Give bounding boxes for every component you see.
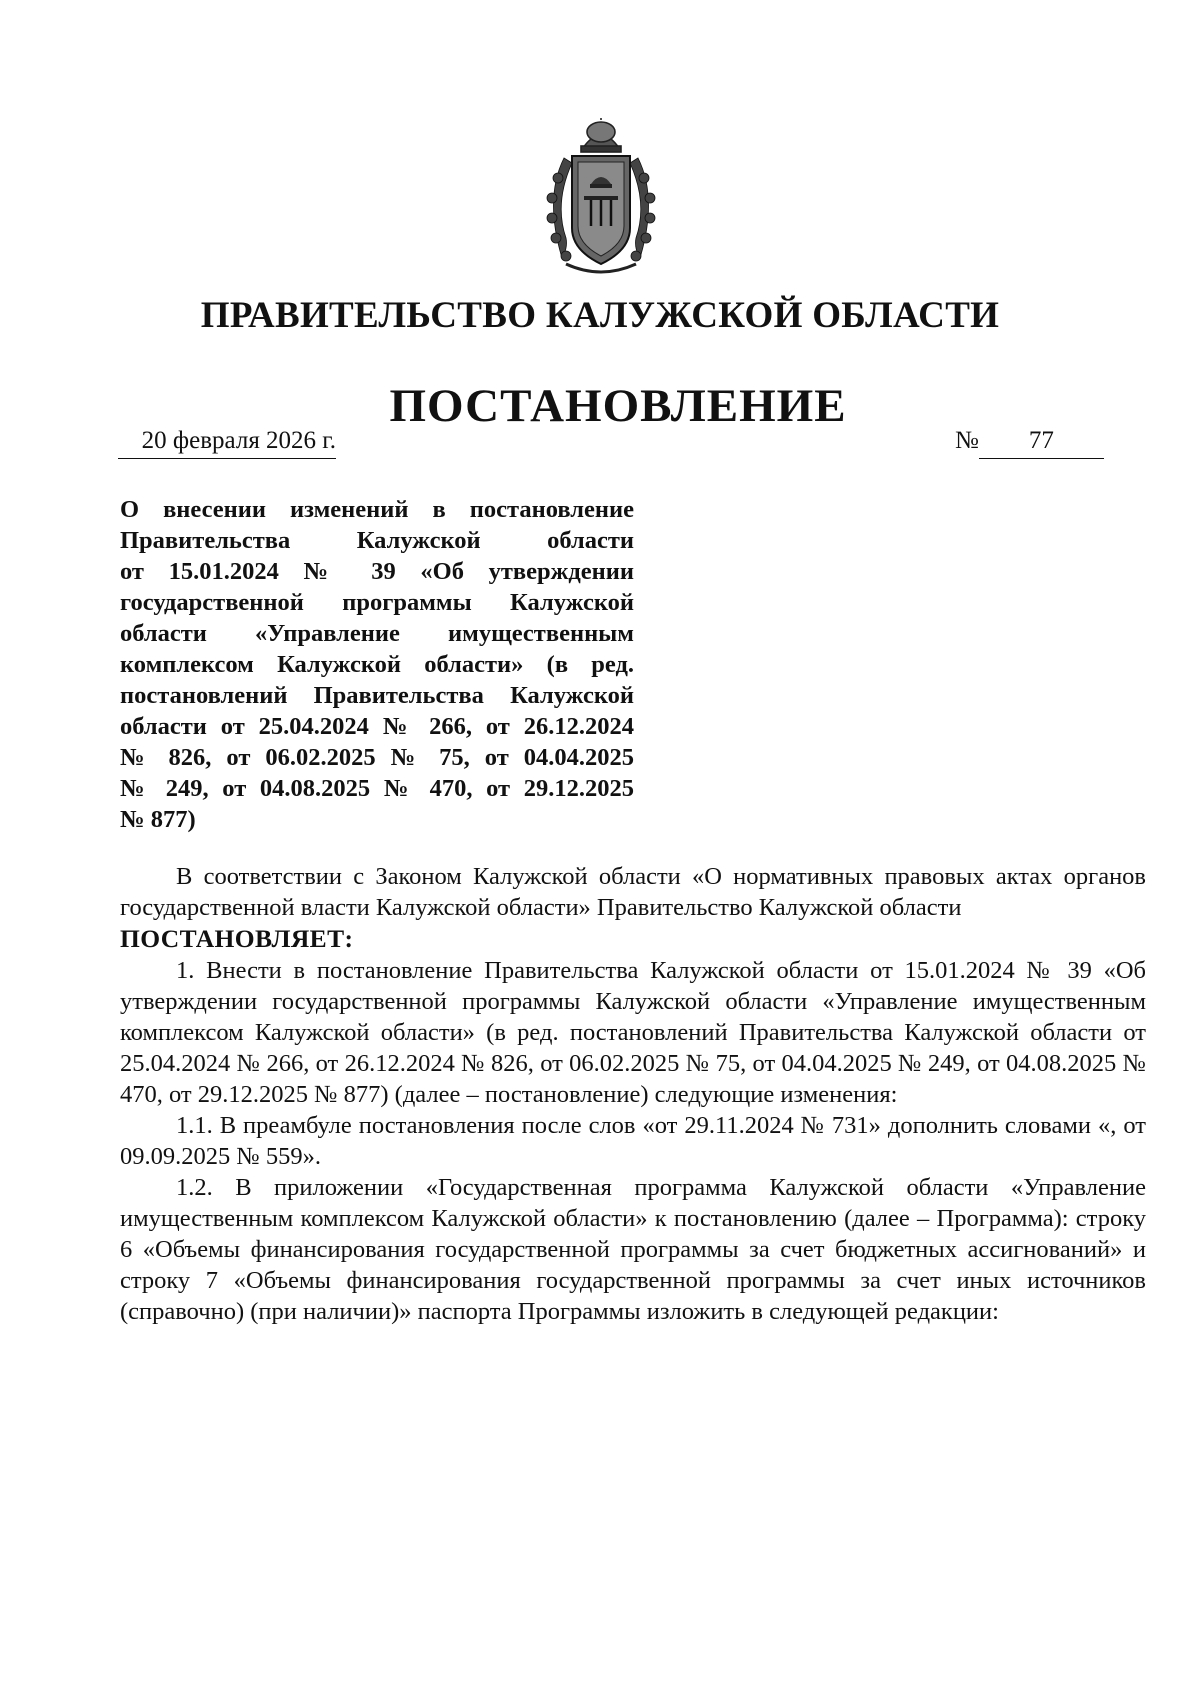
heading-line: О внесении изменений в постановление <box>120 496 634 523</box>
preamble-paragraph: В соответствии с Законом Калужской области «О нормативных правовых актах органов государственной власти Калужской области» Правительство Калужской области <box>120 863 1146 921</box>
heading-line: от 15.01.2024 № 39 «Об утверждении <box>120 558 634 585</box>
decree-word: ПОСТАНОВЛЯЕТ: <box>120 924 354 953</box>
coat-of-arms-icon <box>536 118 666 278</box>
number-value: 77 <box>979 424 1104 459</box>
number-sign: № <box>955 427 979 454</box>
decree-paragraph <box>120 923 1146 955</box>
heading-line: области «Управление имущественным <box>120 620 634 647</box>
document-number <box>955 424 1104 459</box>
item-1-2-paragraph: 1.2. В приложении «Государственная программа Калужской области «Управление имущественным комплексом Калужской области» к постановлению (далее – Программа): строку 6 «Объемы финансирования государственной программы за счет бюджетных ассигнований» и строку 7 «Объемы финансирования государственной программы за счет иных источников (справочно) (при наличии)» паспорта Программы изложить в следующей редакции: <box>120 1174 1146 1325</box>
heading-line: Правительства Калужской области <box>120 527 634 554</box>
heading-line: государственной программы Калужской <box>120 589 634 616</box>
heading-line: постановлений Правительства Калужской <box>120 682 634 709</box>
item-1-paragraph: 1. Внести в постановление Правительства Калужской области от 15.01.2024 № 39 «Об утверждении государственной программы Калужской области «Управление имущественным комплексом Калужской области» (в ред. постановлений Правительства Калужской области от 25.04.2024 № 266, от 26.12.2024 № 826, от 06.02.2025 № 75, от 04.04.2025 № 249, от 04.08.2025 № 470, от 29.12.2025 № 877) (далее – постановление) следующие изменения: <box>120 957 1146 1108</box>
heading-line: № 826, от 06.02.2025 № 75, от 04.04.2025 <box>120 744 634 771</box>
document-type: ПОСТАНОВЛЕНИЕ <box>389 380 847 432</box>
document-body <box>120 861 1146 1327</box>
item-1-1-paragraph: 1.1. В преамбуле постановления после слов «от 29.11.2024 № 731» дополнить словами «, от 09.09.2025 № 559». <box>120 1112 1146 1170</box>
heading-line: области от 25.04.2024 № 266, от 26.12.2024 <box>120 713 634 740</box>
heading-line: комплексом Калужской области» (в ред. <box>120 651 634 678</box>
organization-title: ПРАВИТЕЛЬСТВО КАЛУЖСКОЙ ОБЛАСТИ <box>200 295 1000 336</box>
heading-line: № 249, от 04.08.2025 № 470, от 29.12.2025 <box>120 775 634 802</box>
heading-line: № 877) <box>120 806 196 833</box>
document-heading <box>120 494 634 835</box>
document-date: 20 февраля 2026 г. <box>118 424 336 459</box>
